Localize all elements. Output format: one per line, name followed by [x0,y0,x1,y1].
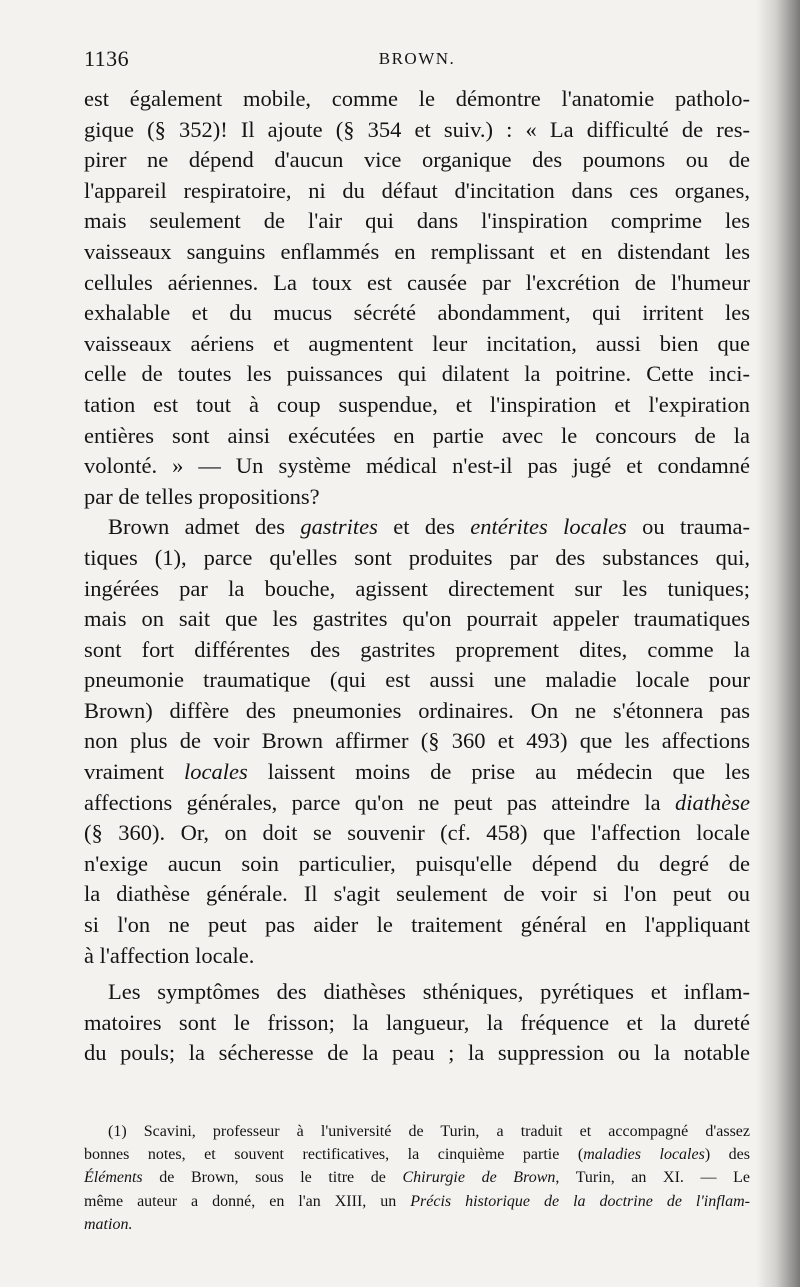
body-text [84,84,750,1069]
footnote-line: même auteur a donné, en l'an XIII, un Précis historique de la doctrine de l'inflam- [84,1192,750,1210]
text-line: (§ 360). Or, on doit se souvenir (cf. 458) que l'affection locale [84,820,750,846]
text-line: pirer ne dépend d'aucun vice organique des poumons ou de [84,147,750,173]
text-line: pneumonie traumatique (qui est aussi une maladie locale pour [84,667,750,693]
text-line: celle de toutes les puissances qui dilatent la poitrine. Cette inci- [84,361,750,387]
text-line: n'exige aucun soin particulier, puisqu'elle dépend du degré de [84,850,750,876]
text-line: sont fort différentes des gastrites proprement dites, comme la [84,636,750,662]
text-line: vraiment locales laissent moins de prise au médecin que les [84,759,750,785]
text-line: si l'on ne peut pas aider le traitement général en l'appliquant [84,912,750,938]
text-line: volonté. » — Un système médical n'est-il pas jugé et condamné [84,453,750,479]
text-line: affections générales, parce qu'on ne peut pas atteindre la diathèse [84,789,750,815]
text-line: à l'affection locale. [84,942,255,968]
text-line: gique (§ 352)! Il ajoute (§ 354 et suiv.) : « La difficulté de res- [84,116,750,142]
text-line: entières sont ainsi exécutées en partie avec le concours de la [84,422,750,448]
text-line: Les symptômes des diathèses sthéniques, pyrétiques et inflam- [108,979,750,1005]
text-line: mais seulement de l'air qui dans l'inspiration comprime les [84,208,750,234]
text-line: matoires sont le frisson; la langueur, la fréquence et la dureté [84,1009,750,1035]
text-line: par de telles propositions? [84,483,320,509]
page-header [84,46,750,76]
text-line: est également mobile, comme le démontre l'anatomie patholo- [84,86,750,111]
footnote-line: Éléments de Brown, sous le titre de Chirurgie de Brown, Turin, an XI. — Le [84,1169,750,1187]
footnotes [84,1120,750,1236]
text-line: Brown) diffère des pneumonies ordinaires. On ne s'étonnera pas [84,697,750,723]
text-line: la diathèse générale. Il s'agit seulement de voir si l'on peut ou [84,881,750,907]
running-head: BROWN. [378,49,456,68]
text-line: tiques (1), parce qu'elles sont produites par des substances qui, [84,544,750,570]
text-line: ingérées par la bouche, agissent directement sur les tuniques; [84,575,750,601]
footnote-line: bonnes notes, et souvent rectificatives, la cinquième partie (maladies locales) des [84,1146,751,1164]
footnote-line: (1) Scavini, professeur à l'université de Turin, a traduit et accompagné d'assez [108,1123,750,1140]
text-line: l'appareil respiratoire, ni du défaut d'incitation dans ces organes, [84,177,750,203]
text-line: mais on sait que les gastrites qu'on pourrait appeler traumatiques [84,606,750,632]
text-line: tation est tout à coup suspendue, et l'inspiration et l'expiration [84,391,750,417]
footnote-line: mation. [84,1215,133,1233]
page-number: 1136 [84,46,130,71]
text-line: vaisseaux sanguins enflammés en remplissant et en distendant les [84,238,750,264]
text-line: Brown admet des gastrites et des entérites locales ou trauma- [108,514,751,540]
page-edge-shadow [756,0,800,1287]
text-line: vaisseaux aériens et augmentent leur incitation, aussi bien que [84,330,750,356]
text-line: du pouls; la sécheresse de la peau ; la suppression ou la notable [84,1040,750,1066]
text-line: cellules aériennes. La toux est causée par l'excrétion de l'humeur [84,269,750,295]
text-line: exhalable et du mucus sécrété abondamment, qui irritent les [84,300,750,326]
text-line: non plus de voir Brown affirmer (§ 360 et 493) que les affections [84,728,750,754]
